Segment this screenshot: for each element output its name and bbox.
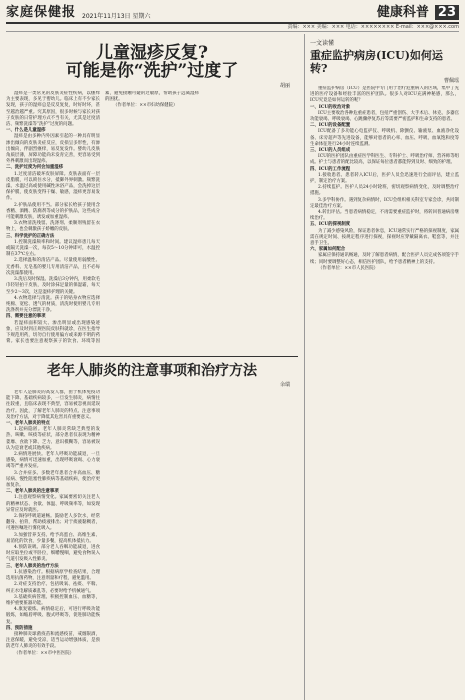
paragraph: 2.持续监护。医护人员24小时轮班，密切观察病情变化，及时调整治疗措施。 [310, 185, 459, 197]
paragraph: 三、老年人肺炎的治疗方法 [6, 563, 59, 569]
paragraph: 老年人是肺炎的高发人群，由于机体免疫功能下降、基础疾病较多，一旦发生肺炎，病情往往较重，且临床表现不典型，容易被忽视而延误治疗。因此，了解老年人肺炎的特点、注意事项及治疗方法，对于降低其危害具有重要意义。 [6, 390, 100, 420]
paragraph: 1.控制洗澡频率和时间。建议湿疹患儿每天或隔天洗澡一次，每次5～10分钟即可，水温控制在37℃左右。 [6, 239, 100, 258]
paragraph: 三、ICU的人员组成 [310, 148, 351, 154]
paragraph: 二、洗护过度为何会加重湿疹 [6, 165, 64, 171]
paragraph: 3.基础疾病管理。积极控制血压、血糖等，维护重要脏器功能。 [6, 594, 100, 606]
paragraph: 1.注意观察病情变化。家属要密切关注老人的精神状态、食欲、体温、呼吸频率等，如发现异常应及时就医。 [6, 495, 100, 513]
article1-title-line1: 儿童湿疹反复? [96, 43, 208, 63]
paragraph: 1.接收患者。患者转入ICU后，医护人员会迅速进行全面评估，建立监护，制定治疗方案。 [310, 172, 459, 185]
paragraph: 3.加强营养支持。给予高蛋白、高维生素、易消化的饮食，少量多餐，提高机体抵抗力。 [6, 532, 100, 544]
paragraph: （作者单位：××市人民医院） [318, 265, 379, 271]
paragraph: 1.起病隐匿。老年人肺炎常缺乏典型的发热、咳嗽、咳痰等症状，部分患者仅表现为精神萎靡、食欲下降、乏力、意识模糊等，容易被误认为是衰老或其他疾病。 [6, 427, 100, 451]
paragraph: 湿疹是由多种内外因素引起的一种具有明显渗出倾向的皮肤炎症反应，皮损呈多形性，有渗出倾向，伴剧烈瘙痒，易反复发作。婴幼儿皮肤角质层薄，屏障功能尚未发育完善，更容易受到外界刺激而出现湿疹。 [6, 134, 100, 165]
article3-body [310, 86, 459, 696]
paragraph: 接种肺炎球菌疫苗和流感疫苗，戒烟限酒，注意保暖，避免受凉，适当运动增强体质，是预防老年人肺炎的有效手段。 [6, 631, 100, 650]
section-title: 健康科普 [376, 5, 429, 20]
article-divider [6, 356, 298, 357]
paragraph: 1.抗感染治疗。根据病原学检查结果，合理选用抗菌药物，注意剂量和疗程，避免滥用。 [6, 569, 100, 582]
paragraph: 3.合并症多。多数老年患者合并高血压、糖尿病、慢性阻塞性肺疾病等基础疾病，使治疗更加复杂。 [6, 470, 100, 489]
paragraph: 为了减少感染风险，保证患者休息，ICU通常实行严格的探视制度，家属需在规定时间、按规定程序进行探视，探视时应穿戴隔离衣、鞋套等，并注意手卫生。 [310, 228, 459, 247]
paragraph: 三、科学洗护的正确方法 [6, 233, 55, 239]
paragraph: 3.衣物清洗残留。洗涤剂、柔顺剂残留在衣物上，也会刺激孩子娇嫩的皮肤。 [6, 221, 100, 233]
paragraph: 一、ICU的收治对象 [310, 104, 351, 110]
paragraph: 4.预防误吸。部分老人吞咽功能减退，进食时应取坐位或半卧位，细嚼慢咽，避免食物误入气道引发吸入性肺炎。 [6, 545, 100, 563]
side-column [304, 34, 459, 700]
paragraph: 4.康复锻炼。病情稳定后，可进行呼吸功能锻炼，如缩唇呼吸、腹式呼吸等，促进肺功能恢复。 [6, 607, 100, 625]
paragraph: 1.过度清洁破坏皮肤屏障。皮肤表面有一层皮脂膜，可以锁住水分，抵御外界刺激。频繁洗澡、水温过高或使用碱性沐浴产品，会洗掉这层保护膜，使皮肤变得干燥、敏感，湿疹更容易发作。 [6, 171, 100, 202]
article2-body [6, 390, 298, 688]
article3-byline: 曹佩瑶 [443, 78, 459, 84]
article3-kicker: 一文读懂 [310, 40, 335, 47]
paragraph: （作者单位：××市妇幼保健院） [113, 103, 178, 109]
paragraph: 4.衣物选择与清洗。孩子的贴身衣物应选择纯棉、宽松、透气的材质，清洗时使用婴儿专用洗涤剂并充分漂洗干净。 [6, 295, 100, 314]
paragraph: 家属应保持通讯畅通，及时了解患者病情，配合医护人员完成各项签字手续；同时要调整好心态，相信医护团队，给予患者精神上的支持。 [310, 253, 459, 265]
editor-line: 责编：××× 美编：××× 电话：×××××××× E-mail：×××@×××.com [6, 24, 459, 32]
content-columns [6, 34, 459, 700]
paragraph: 重症监护病房（ICU）是医院中专门用于治疗危重病人的区域，集中了先进的医疗设备和经验丰富的医护团队。很多人对ICU充满神秘感，那么，ICU究竟是如何运转的呢？ [310, 86, 459, 104]
paragraph: 四、预防措施 [6, 625, 33, 631]
paragraph: 4.转出评估。当患者病情稳定，不再需要重症监护时，将转回普通病房继续治疗。 [310, 210, 459, 222]
paragraph: （作者单位：××市中医医院） [14, 650, 75, 656]
paragraph: 3.洗后及时保湿。洗澡后3分钟内，用柔软毛巾轻轻拍干皮肤，及时涂抹足量的保湿霜，每天至少2～3次，这是湿疹护理的关键。 [6, 277, 101, 295]
masthead [6, 4, 459, 24]
paragraph: 2.病情进展快。老年人呼吸功能减退，一旦感染，病情可迅速加重，出现呼吸衰竭、心力衰竭等严重并发症。 [6, 452, 100, 470]
paragraph: ICU主要收治各种危重症患者，包括严重创伤、大手术后、休克、多器官功能衰竭、呼吸衰竭、心跳骤停复苏后等需要严密监护和生命支持的患者。 [310, 110, 459, 123]
paragraph: 3.多学科协作。遇到复杂病情时，ICU会组织相关科室专家会诊，共同制定最佳治疗方案。 [310, 197, 459, 209]
article2-title: 老年人肺炎的注意事项和治疗方法 [47, 363, 257, 379]
paragraph: 2.护肤品使用不当。部分家长给孩子使用含香精、酒精、防腐剂等成分的护肤品，这些成分可能刺激皮肤，诱发或加重湿疹。 [6, 202, 100, 221]
main-column [6, 34, 298, 700]
article1-title-line2: 可能是你“洗护”过度了 [65, 61, 239, 81]
paragraph: 湿疹是一类常见的皮肤炎症性疾病，以瘙痒为主要表现，多见于婴幼儿。临床上有不少家长发现，孩子的湿疹总是反反复复，时好时坏，甚至越治越严重。究其原因，很多时候与家长对孩子皮肤的日常护理方式不当有关，尤其是过度清洁、频繁洗澡等“洗护”过度的问题。 [6, 91, 100, 128]
paragraph: 若湿疹面积较大、渗出明显或出现感染迹象，应及时到正规医院皮肤科就诊，在医生指导下规范用药，切勿自行使用偏方或来源不明的药膏。家长也要注意观察孩子的饮食、环境等因素，避免接触可疑的过敏原，帮助孩子远离湿疹的困扰。 [6, 91, 199, 345]
paragraph: 二、ICU的设备配置 [310, 123, 351, 129]
paragraph: 六、家属如何配合 [310, 247, 346, 253]
paragraph: 2.保持呼吸道通畅。鼓励老人多饮水，经常翻身、拍背，帮助痰液排出；对于痰液黏稠者，可遵医嘱进行雾化吸入。 [6, 514, 100, 532]
paragraph: ICU的医护团队由重症医学科医生、专科护士、呼吸治疗师、营养师等组成。护士与患者的配比较高，以保证每位患者都能得到及时、细致的护理。 [310, 154, 459, 166]
paragraph: 2.选择温和的清洁产品。尽量使用弱酸性、无香料、无皂基的婴儿专用清洁产品，且不必每次洗澡都使用。 [6, 258, 100, 276]
paragraph: 五、ICU的探视制度 [310, 222, 351, 228]
paragraph: 2.对症支持治疗。包括吸氧、祛痰、平喘、纠正水电解质紊乱等，必要时给予机械通气。 [6, 582, 100, 594]
paragraph: 四、ICU的工作流程 [310, 166, 351, 172]
paragraph: 四、需要注意的事项 [6, 314, 46, 320]
article2-byline: 余瑞 [279, 382, 290, 388]
article1-byline: 胡丽 [279, 83, 290, 89]
paragraph: ICU配备了多功能心电监护仪、呼吸机、除颤仪、输液泵、血液净化设备、床旁超声等先进设备，能够对患者的心率、血压、呼吸、血氧饱和度等生命体征进行24小时连续监测。 [310, 129, 459, 147]
paragraph: 一、老年人肺炎的特点 [6, 421, 50, 427]
page-number: 23 [435, 5, 459, 20]
paragraph: 二、老年人肺炎的注意事项 [6, 489, 59, 495]
paragraph: 一、什么是儿童湿疹 [6, 128, 46, 134]
issue-date: 2021年11月13日 星期六 [82, 13, 151, 20]
article3-title: 重症监护病房(ICU)如何运转? [310, 49, 443, 75]
article1-body [6, 91, 298, 353]
paper-name: 家庭保健报 [6, 5, 77, 20]
